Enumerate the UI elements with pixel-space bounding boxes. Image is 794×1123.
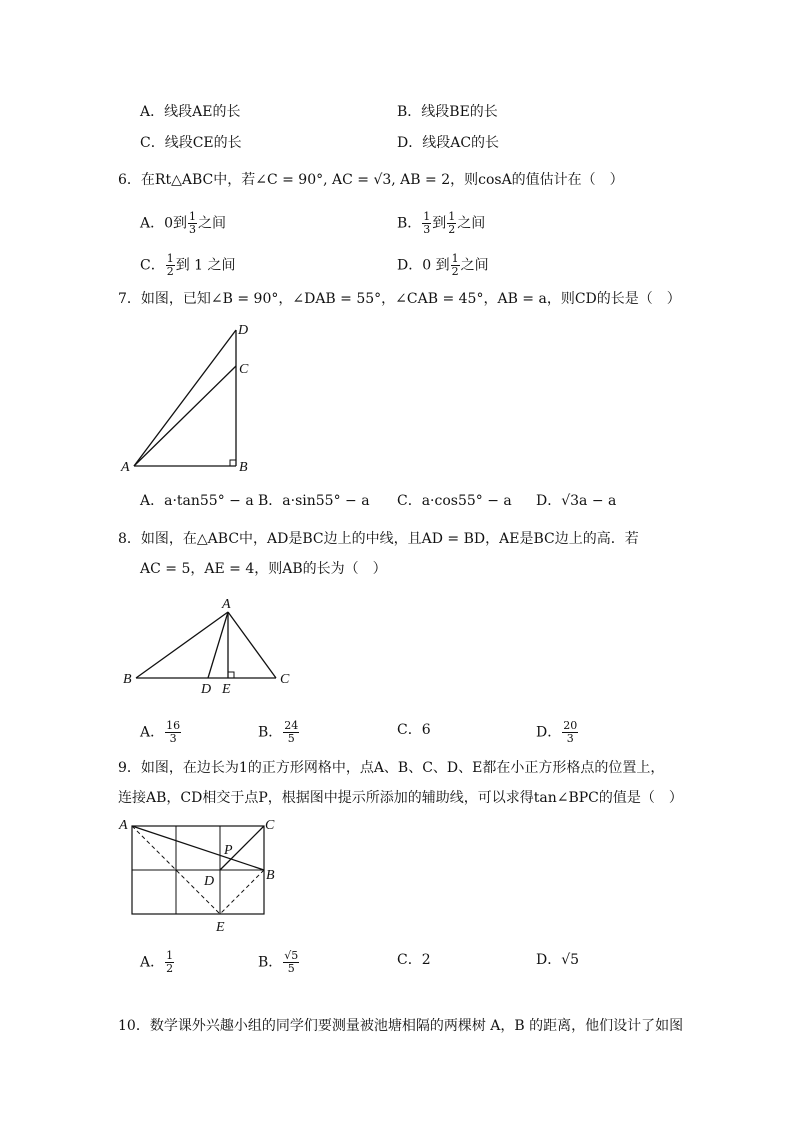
q7-option-d: D．√3a − a	[536, 493, 617, 509]
q7-label-d: D	[238, 323, 249, 338]
q9-option-a: A． $\frac{1}{2}$	[140, 949, 174, 975]
q8-label-c: C	[280, 672, 290, 687]
q6-option-d: D．0 到 $\frac{1}{2}$ 之间	[397, 252, 489, 278]
q8-label-e: E	[222, 682, 231, 697]
q9-line-ab	[132, 826, 264, 870]
q8-stem-line1: 8．如图，在△ABC中，AD是BC边上的中线，且AD = BD，AE是BC边上的高．若	[118, 531, 639, 547]
q6-option-b: B． $\frac{1}{3}$ 到 $\frac{1}{2}$ 之间	[397, 210, 486, 236]
q9-label-c: C	[265, 818, 275, 833]
q8-line-ab	[136, 612, 228, 678]
q9-option-d: D．√5	[536, 952, 580, 968]
q9-option-c: C．2	[397, 952, 431, 968]
q7-option-c: C．a·cos55° − a	[397, 493, 512, 509]
q8-line-ac	[228, 612, 276, 678]
q7-line-ad	[134, 330, 236, 466]
q7-right-angle-mark	[230, 460, 236, 466]
q5-option-a: A．线段AE的长	[140, 104, 241, 120]
q8-option-a: A． $\frac{16}{3}$	[140, 719, 181, 745]
q5-option-c: C．线段CE的长	[140, 135, 242, 151]
q6-option-a: A．0到 $\frac{1}{3}$ 之间	[140, 210, 227, 236]
q5-option-b: B．线段BE的长	[397, 104, 498, 120]
q7-label-a: A	[121, 460, 130, 475]
q8-label-b: B	[123, 672, 132, 687]
q9-dashed-be	[220, 870, 264, 914]
q9-label-d: D	[204, 874, 215, 889]
q7-label-c: C	[239, 362, 249, 377]
q5-option-d: D．线段AC的长	[397, 135, 500, 151]
q8-figure	[118, 594, 298, 697]
q7-option-a: A．a·tan55° − a	[140, 493, 254, 509]
q10-stem: 10．数学课外兴趣小组的同学们要测量被池塘相隔的两棵树 A，B 的距离，他们设计了如图	[118, 1018, 684, 1034]
q9-label-a: A	[119, 818, 128, 833]
q7-stem: 7．如图，已知∠B = 90°，∠DAB = 55°，∠CAB = 45°，AB = a，则CD的长是（ ）	[118, 291, 681, 307]
q7-figure	[118, 318, 258, 478]
q9-label-b: B	[266, 868, 275, 883]
q7-label-b: B	[239, 460, 248, 475]
q9-option-b: B． $\frac{√5}{5}$	[258, 949, 299, 975]
q9-stem-line2: 连接AB，CD相交于点P，根据图中提示所添加的辅助线，可以求得tan∠BPC的值是（ ）	[118, 790, 683, 806]
q9-label-e: E	[216, 920, 225, 935]
q8-label-a: A	[222, 597, 231, 612]
q7-line-ac	[134, 366, 236, 466]
q9-label-p: P	[224, 843, 233, 858]
q8-line-ad	[208, 612, 228, 678]
q9-figure	[118, 814, 288, 939]
q7-option-b: B．a·sin55° − a	[258, 493, 370, 509]
q9-stem-line1: 9．如图，在边长为1的正方形网格中，点A、B、C、D、E都在小正方形格点的位置上，	[118, 760, 665, 776]
q6-option-c: C． $\frac{1}{2}$ 到 1 之间	[140, 252, 236, 278]
q8-option-c: C．6	[397, 722, 431, 738]
q8-right-angle-mark	[228, 672, 234, 678]
q8-stem-line2: AC = 5，AE = 4，则AB的长为（ ）	[140, 561, 387, 577]
q8-label-d: D	[201, 682, 212, 697]
q8-option-b: B． $\frac{24}{5}$	[258, 719, 299, 745]
q8-option-d: D． $\frac{20}{3}$	[536, 719, 578, 745]
q6-stem: 6．在Rt△ABC中，若∠C = 90°, AC = √3, AB = 2，则cosA的值估计在（ ）	[118, 172, 624, 188]
